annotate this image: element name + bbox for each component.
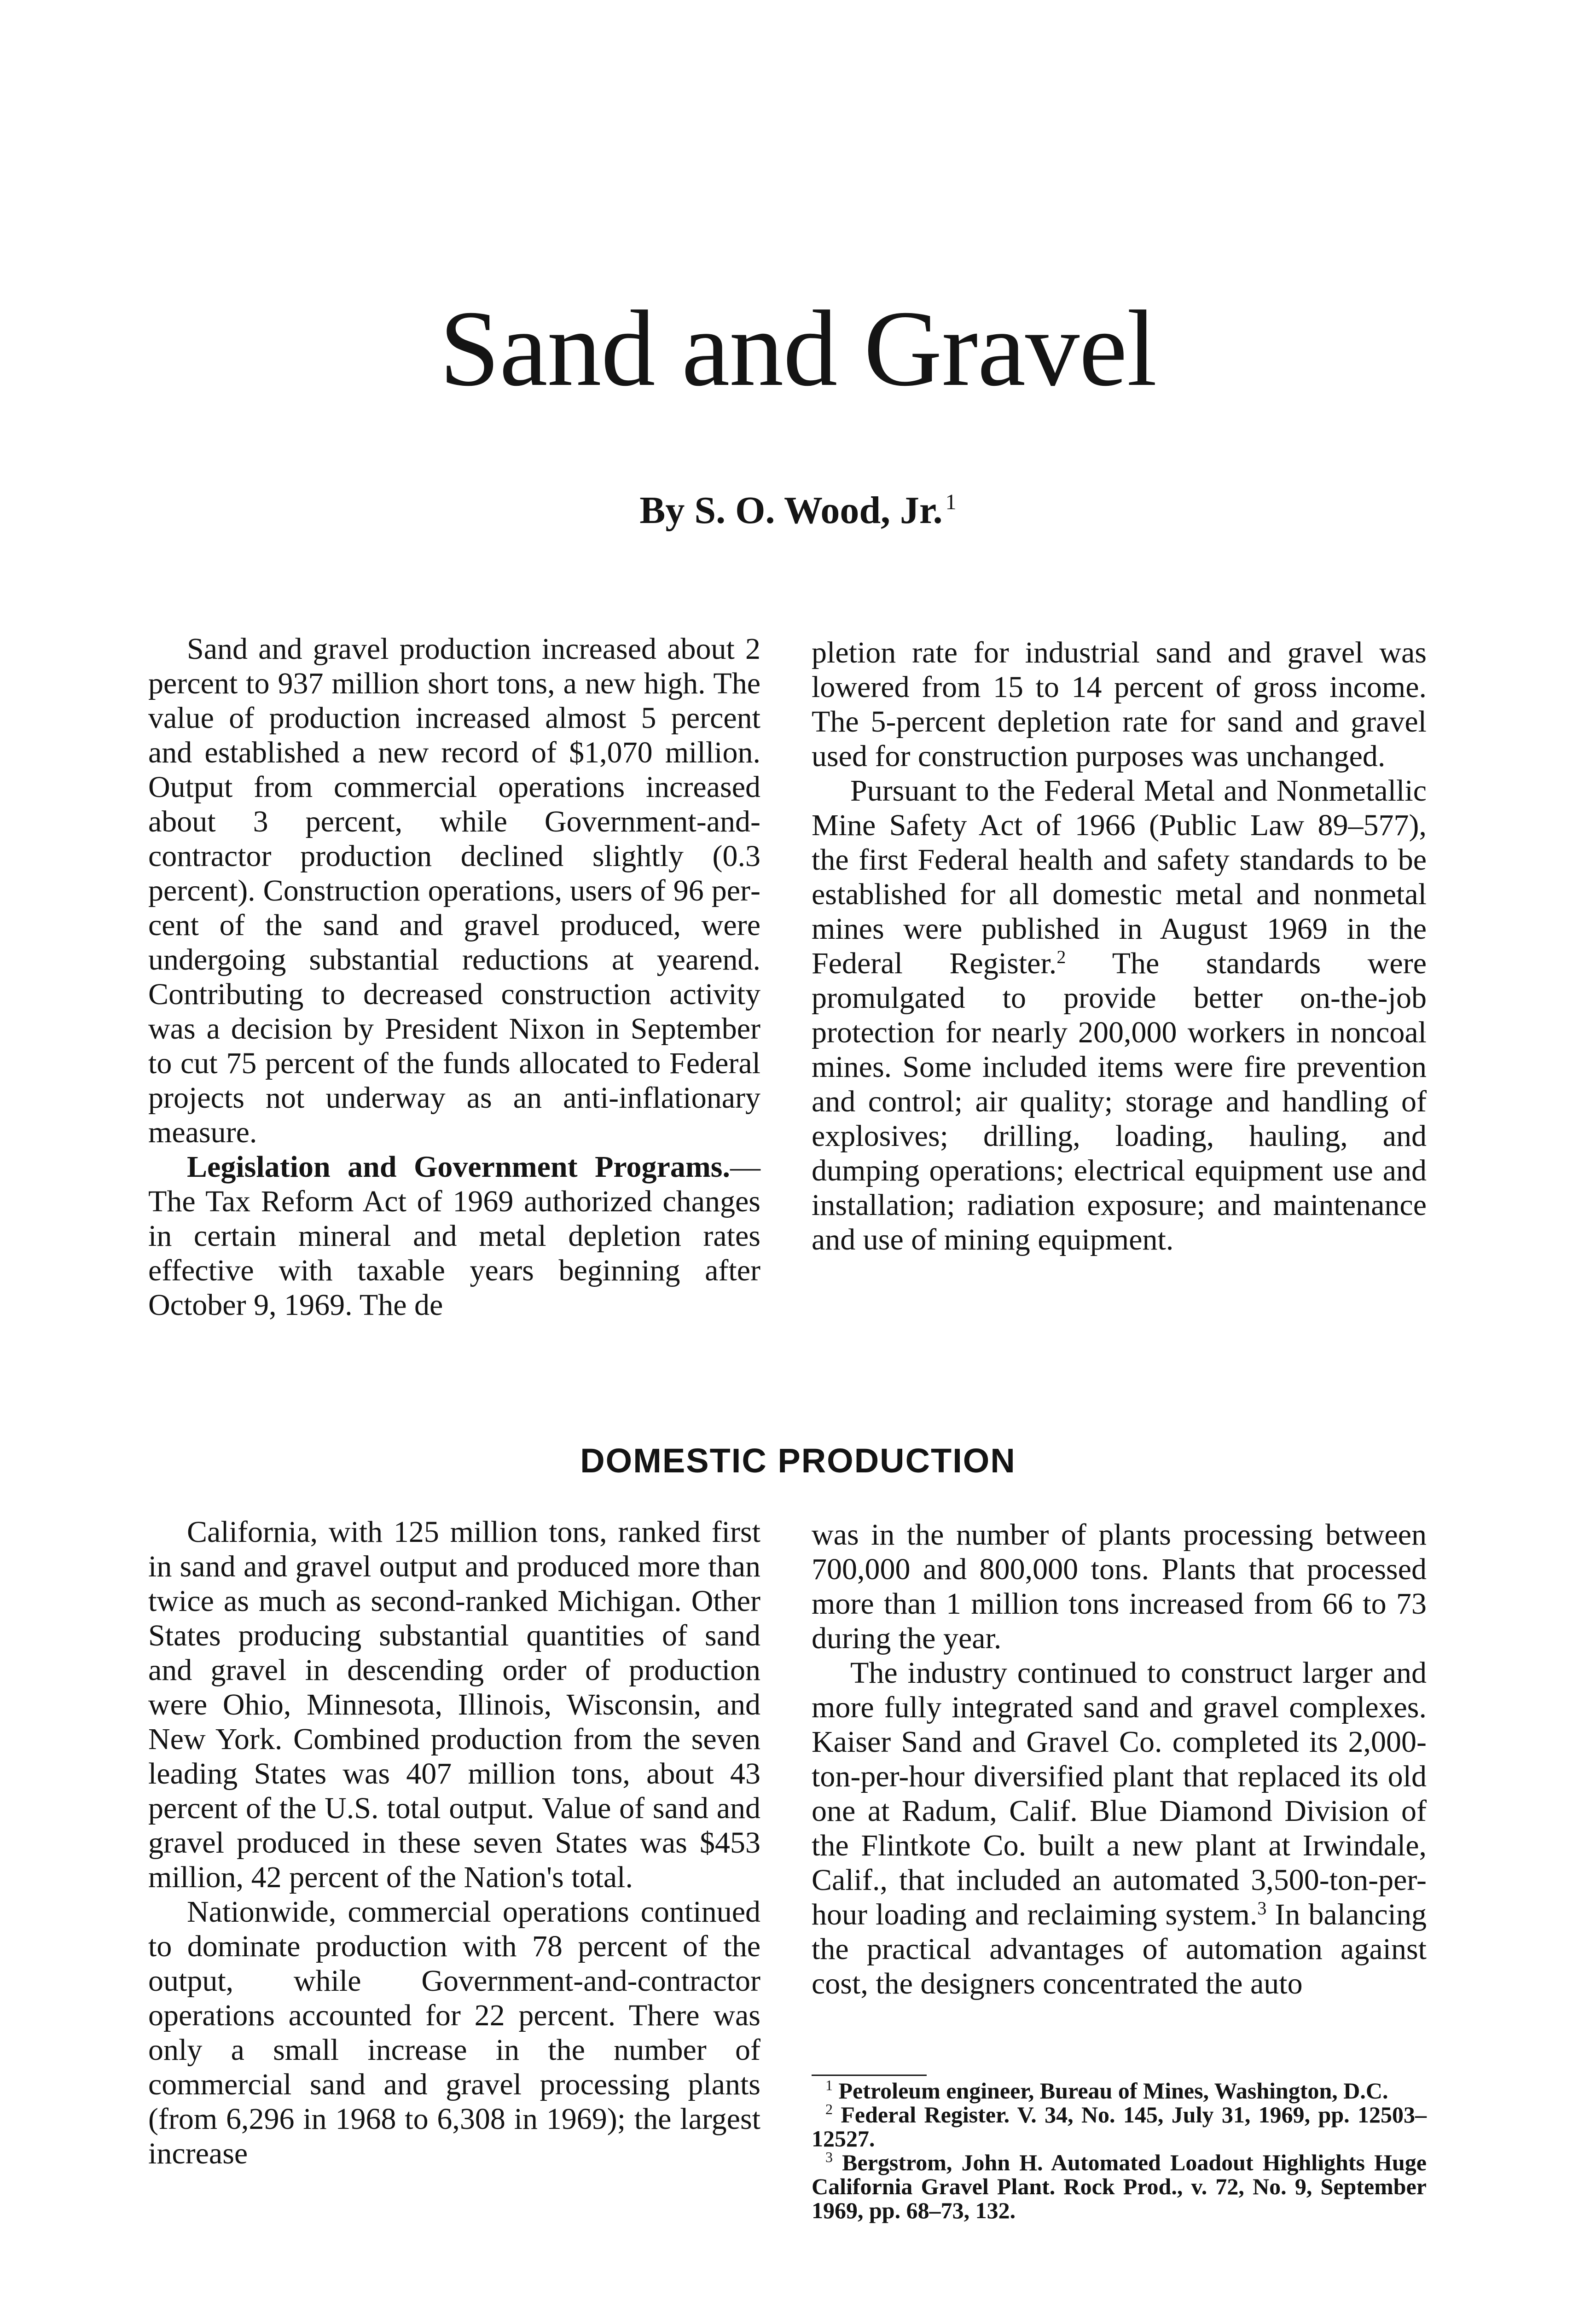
paragraph <box>812 773 1427 1257</box>
footnote-ref: 2 <box>1056 947 1066 967</box>
section-heading: DOMESTIC PRODUCTION <box>580 1442 1016 1480</box>
paragraph <box>812 1656 1427 2001</box>
footnote-ref: 1 <box>945 490 957 514</box>
author-name: By S. O. Wood, Jr. <box>639 489 943 532</box>
footnote <box>812 2151 1427 2222</box>
paragraph-text: In balancing the practical advantages of automation against cost, the designers concentrated the auto <box>812 1898 1427 2000</box>
section-column-left <box>148 1515 760 2171</box>
footnote-text: Federal Register. V. 34, No. 145, July 31, 1969, pp. 12503–12527. <box>812 2102 1427 2151</box>
section-column-right <box>812 1517 1427 2001</box>
footnote-number: 3 <box>825 2149 833 2165</box>
paragraph: was in the number of plants processing between 700,000 and 800,000 tons. Plants that processed more than 1 million tons increased from 66 to 73 during the year. <box>812 1518 1427 1655</box>
paragraph-text: —The Tax Reform Act of 1969 authorized changes in certain mineral and metal depletion rates effective with taxable years beginning after October 9, 1969. The de <box>148 1150 760 1322</box>
paragraph-text: Pursuant to the Federal Metal and Nonmetallic Mine Safety Act of 1966 (Public Law 89–577), the first Federal health and safety standards to be established for all domestic metal and nonmetal mines were published in August 1969 in the Federal Register. <box>812 774 1427 980</box>
page-title: Sand and Gravel <box>439 289 1157 409</box>
footnote-number: 1 <box>825 2077 833 2093</box>
intro-column-right <box>812 635 1427 1257</box>
paragraph-text: The industry continued to construct larger and more fully integrated sand and gravel complexes. Kaiser Sand and Gravel Co. completed its 2,000-ton-per-hour diversified plant that replaced its old one at Radum, Calif. Blue Diamond Division of the Flintkote Co. built a new plant at Irwindale, Calif., that included an automated 3,500-ton-per-hour loading and reclaiming system. <box>812 1656 1427 1931</box>
footnote-number: 2 <box>825 2101 833 2117</box>
paragraph: Nationwide, commercial operations continued to dominate production with 78 percent of the output, while Government-and-contractor operations accounted for 22 percent. There was only a small increase in the number of commercial sand and gravel processing plants (from 6,296 in 1968 to 6,308 in 1969); the largest increase <box>148 1895 760 2170</box>
paragraph <box>148 1150 760 1322</box>
footnote <box>812 2079 1427 2103</box>
footnote-text: Bergstrom, John H. Automated Loadout Highlights Huge California Gravel Plant. Rock Prod., v. 72, No. 9, September 1969, pp. 68–73, 132. <box>812 2150 1427 2223</box>
intro-column-left <box>148 632 760 1322</box>
paragraph: pletion rate for industrial sand and gravel was lowered from 15 to 14 percent of gross income. The 5-percent depletion rate for sand and gravel used for construction purposes was unchanged. <box>812 636 1427 773</box>
footnote-divider <box>812 2075 927 2076</box>
footnote <box>812 2103 1427 2151</box>
paragraph: Sand and gravel production increased about 2 percent to 937 million short tons, a new high. The value of production increased almost 5 percent and established a new record of $1,070 million. Output from commercial operations increased about 3 percent, while Government-and-contractor production declined slightly (0.3 percent). Construction operations, users of 96 percent of the sand and gravel produced, were undergoing substantial reductions at yearend. Contributing to decreased construction activity was a decision by President Nixon in September to cut 75 percent of the funds allocated to Federal projects not underway as an anti-inflationary measure. <box>148 632 760 1149</box>
footnotes <box>812 2079 1427 2222</box>
run-in-heading: Legislation and Government Programs. <box>187 1150 730 1184</box>
footnote-text: Petroleum engineer, Bureau of Mines, Washington, D.C. <box>838 2078 1388 2104</box>
paragraph-text: The standards were promulgated to provide better on-the-job protection for nearly 200,000 workers in noncoal mines. Some included items were fire prevention and control; air quality; storage and handling of explosives; drilling, loading, hauling, and dumping operations; electrical equipment use and installation; radiation exposure; and maintenance and use of mining equipment. <box>812 947 1427 1256</box>
footnote-ref: 3 <box>1257 1898 1267 1918</box>
paragraph: California, with 125 million tons, ranked first in sand and gravel output and produced more than twice as much as second-ranked Michigan. Other States producing substantial quantities of sand and gravel in descending order of production were Ohio, Minnesota, Illinois, Wisconsin, and New York. Combined production from the seven leading States was 407 million tons, about 43 percent of the U.S. total output. Value of sand and gravel produced in these seven States was $453 million, 42 percent of the Nation's total. <box>148 1515 760 1894</box>
author-byline <box>0 488 1596 533</box>
